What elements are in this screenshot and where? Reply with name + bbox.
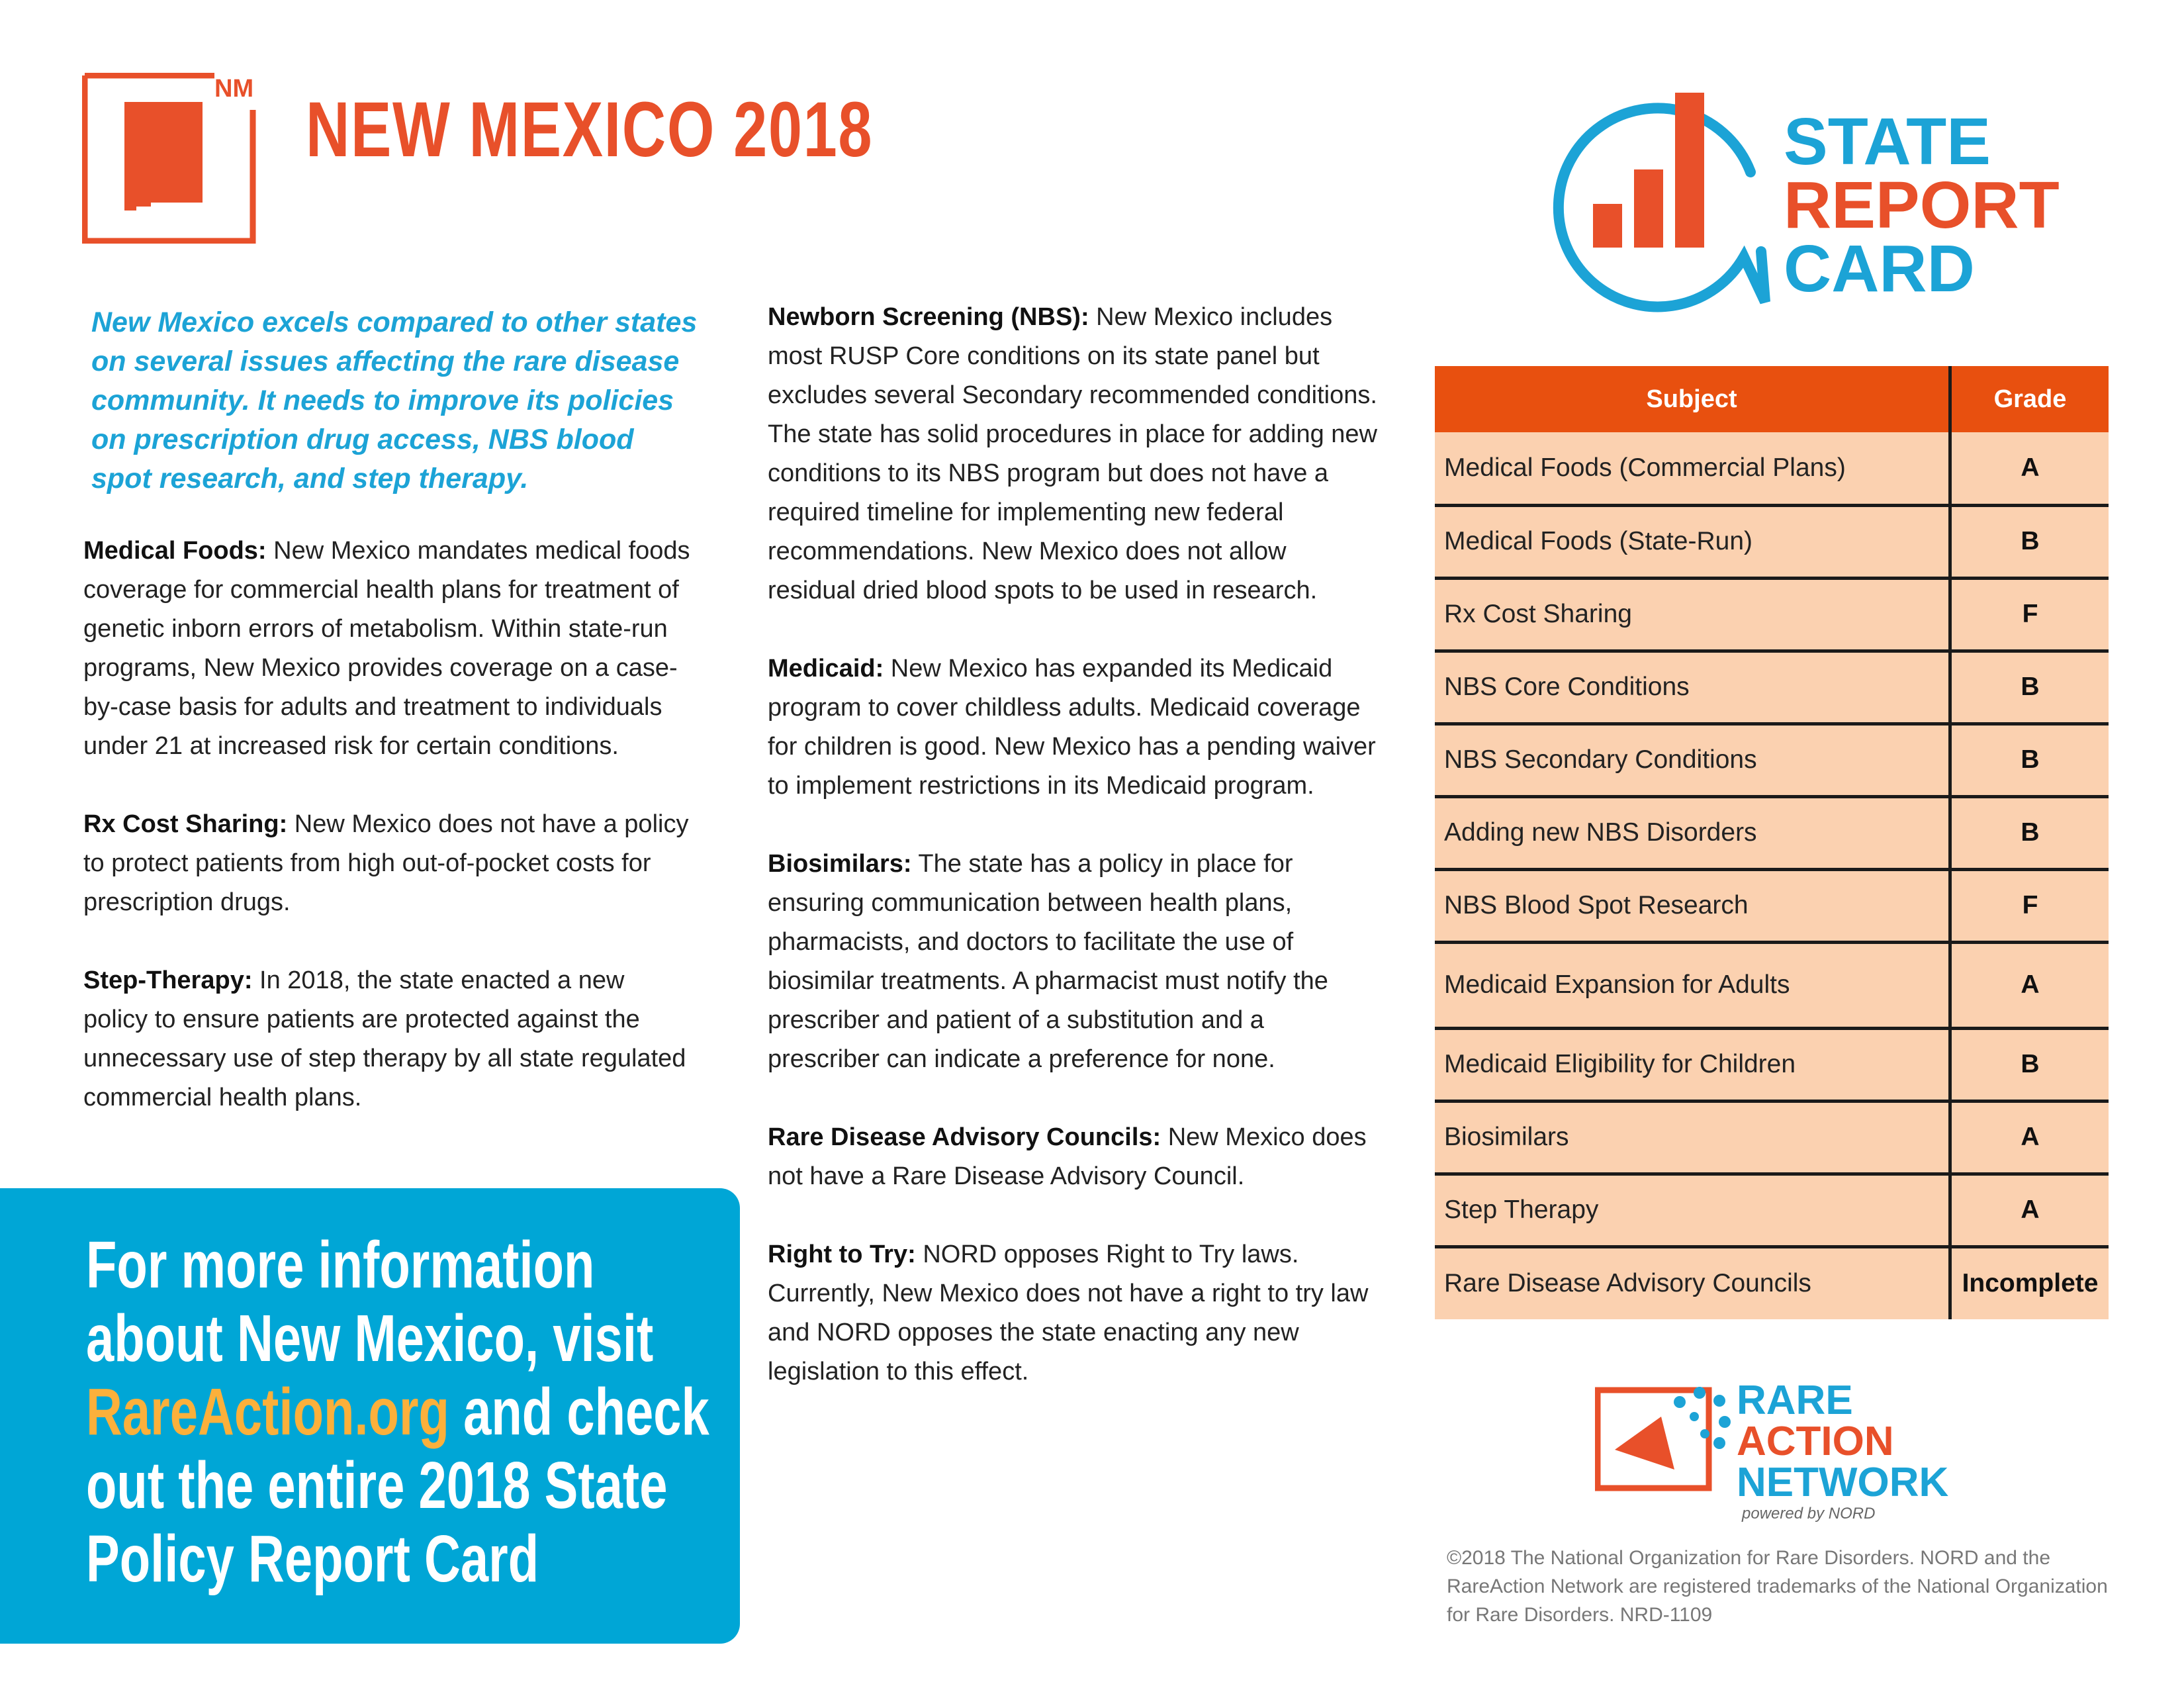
copyright-notice: ©2018 The National Organization for Rare Disorders. NORD and the RareAction Network are registered trademarks of the National Organization for Rare Disorders. NRD-1109	[1447, 1547, 2108, 1626]
grade-cell: F	[1950, 578, 2109, 651]
subject-cell: Rare Disease Advisory Councils	[1435, 1246, 1950, 1319]
section-biosimilars	[768, 845, 1380, 1079]
grades-table	[1435, 366, 2109, 1319]
grade-cell: B	[1950, 724, 2109, 796]
section-heading: Rare Disease Advisory Councils:	[768, 1123, 1161, 1151]
callout-text-end: and check out the entire 2018 State Policy Report Card	[86, 1375, 709, 1596]
section-heading: Newborn Screening (NBS):	[768, 303, 1089, 331]
subject-cell: Medical Foods (State-Run)	[1435, 505, 1950, 578]
table-row	[1435, 1246, 2109, 1319]
table-row	[1435, 796, 2109, 869]
grade-cell: B	[1950, 1028, 2109, 1101]
bar-icon-3	[1675, 93, 1704, 248]
subject-cell: Rx Cost Sharing	[1435, 578, 1950, 651]
grade-cell: B	[1950, 796, 2109, 869]
new-mexico-state-logo	[82, 73, 257, 244]
section-body: The state has a policy in place for ensuring communication between health plans, pharmacists, and doctors to facilitate the use of biosimilar treatments. A pharmacist must notify the prescriber and patient of a substitution and a prescriber can indicate a preference for none.	[768, 850, 1328, 1073]
section-heading: Rx Cost Sharing:	[83, 810, 288, 838]
subject-cell: Medicaid Expansion for Adults	[1435, 942, 1950, 1028]
subject-cell: Medical Foods (Commercial Plans)	[1435, 432, 1950, 505]
table-row	[1435, 869, 2109, 942]
page-title: NEW MEXICO 2018	[306, 86, 874, 173]
grade-column-header: Grade	[1950, 366, 2109, 432]
section-step-therapy	[83, 961, 692, 1117]
table-row	[1435, 651, 2109, 724]
section-right-to-try	[768, 1235, 1380, 1391]
subject-column-header: Subject	[1435, 366, 1950, 432]
section-rare-disease-councils	[768, 1118, 1380, 1196]
section-body: NORD opposes Right to Try laws. Currently, New Mexico does not have a right to try law and NORD opposes the state enacting any new legislation to this effect.	[768, 1241, 1369, 1385]
logo-line-card: CARD	[1784, 232, 1975, 306]
table-row	[1435, 724, 2109, 796]
grade-cell: B	[1950, 651, 2109, 724]
section-rx-cost-sharing	[83, 805, 692, 922]
section-heading: Step-Therapy:	[83, 966, 253, 994]
subject-cell: NBS Secondary Conditions	[1435, 724, 1950, 796]
logo-line-report: REPORT	[1784, 168, 2060, 242]
new-mexico-shape-icon	[124, 102, 203, 211]
megaphone-icon	[1615, 1417, 1674, 1470]
section-medical-foods	[83, 532, 692, 766]
logo-tagline: powered by NORD	[1742, 1505, 1876, 1523]
subject-cell: Medicaid Eligibility for Children	[1435, 1028, 1950, 1101]
callout-text	[86, 1229, 740, 1596]
table-row	[1435, 505, 2109, 578]
bar-icon-1	[1593, 204, 1622, 248]
callout-text-start: For more information about New Mexico, visit	[86, 1228, 654, 1376]
grade-cell: Incomplete	[1950, 1246, 2109, 1319]
grade-cell: A	[1950, 1101, 2109, 1174]
state-report-card-logo	[1552, 86, 2068, 331]
section-body: New Mexico does not have a policy to protect patients from high out-of-pocket costs for prescription drugs.	[83, 810, 689, 916]
table-row	[1435, 1101, 2109, 1174]
subject-cell: Biosimilars	[1435, 1101, 1950, 1174]
section-body: New Mexico mandates medical foods coverage for commercial health plans for treatment of genetic inborn errors of metabolism. Within state-run programs, New Mexico provides coverage on a case-by-case basis for adults and treatment to individuals under 21 at increased risk for certain conditions.	[83, 537, 690, 760]
rare-action-network-logo	[1595, 1370, 2005, 1523]
section-heading: Medicaid:	[768, 655, 884, 682]
table-header-row	[1435, 366, 2109, 432]
logo-line-state: STATE	[1784, 105, 1991, 179]
middle-column	[768, 298, 1380, 1430]
intro-summary: New Mexico excels compared to other states on several issues affecting the rare disease community. It needs to improve its policies on prescription drug access, NBS blood spot research, and step therapy.	[91, 306, 698, 494]
subject-cell: NBS Blood Spot Research	[1435, 869, 1950, 942]
logo-line-rare: RARE	[1737, 1378, 1853, 1423]
table-row	[1435, 432, 2109, 505]
grade-cell: A	[1950, 1174, 2109, 1246]
subject-cell: Step Therapy	[1435, 1174, 1950, 1246]
table-row	[1435, 1028, 2109, 1101]
left-column	[83, 532, 692, 1156]
grade-cell: A	[1950, 942, 2109, 1028]
grade-cell: B	[1950, 505, 2109, 578]
section-body: In 2018, the state enacted a new policy to ensure patients are protected against the unnecessary use of step therapy by all state regulated commercial health plans.	[83, 966, 686, 1111]
logo-line-action: ACTION	[1737, 1419, 1894, 1464]
section-heading: Right to Try:	[768, 1241, 916, 1268]
logo-line-network: NETWORK	[1737, 1460, 1949, 1505]
table-row	[1435, 1174, 2109, 1246]
bar-icon-2	[1634, 169, 1663, 248]
table-row	[1435, 942, 2109, 1028]
table-row	[1435, 578, 2109, 651]
subject-cell: Adding new NBS Disorders	[1435, 796, 1950, 869]
section-medicaid	[768, 649, 1380, 806]
section-body: New Mexico does not have a Rare Disease Advisory Council.	[768, 1123, 1367, 1190]
section-body: New Mexico includes most RUSP Core conditions on its state panel but excludes several Secondary recommended conditions. The state has solid procedures in place for adding new conditions to its NBS program but does not have a required timeline for implementing new federal recommendations. New Mexico does not allow residual dried blood spots to be used in research.	[768, 303, 1377, 604]
rareaction-link[interactable]: RareAction.org	[86, 1375, 449, 1449]
section-heading: Biosimilars:	[768, 850, 912, 878]
grade-cell: F	[1950, 869, 2109, 942]
section-newborn-screening	[768, 298, 1380, 610]
subject-cell: NBS Core Conditions	[1435, 651, 1950, 724]
section-body: New Mexico has expanded its Medicaid program to cover childless adults. Medicaid coverage for children is good. New Mexico has a pending waiver to implement restrictions in its Medicaid program.	[768, 655, 1376, 800]
grade-cell: A	[1950, 432, 2109, 505]
state-abbrev: NM	[214, 75, 254, 103]
section-heading: Medical Foods:	[83, 537, 267, 565]
